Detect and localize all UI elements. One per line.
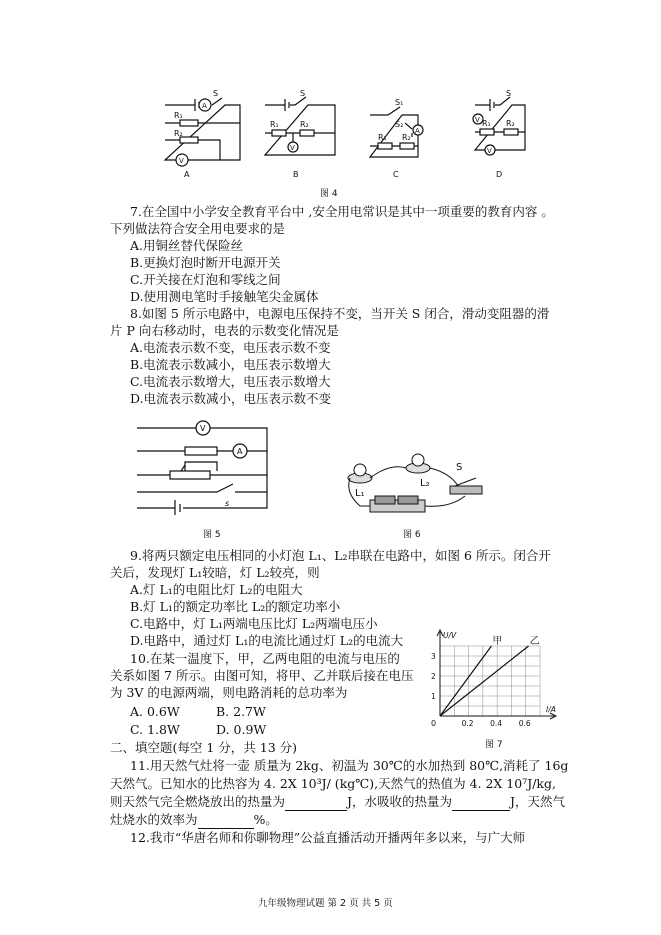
svg-text:s: s xyxy=(225,499,230,508)
chart-labels xyxy=(431,631,556,728)
svg-text:A: A xyxy=(237,447,243,456)
figure-6-caption: 图 6 xyxy=(403,530,421,540)
svg-text:A: A xyxy=(415,127,420,135)
q9-option-c: C.电路中，灯 L₁两端电压比灯 L₂两端电压小 xyxy=(130,616,378,631)
q9-stem-2: 关后，发现灯 L₁较暗，灯 L₂较亮，则 xyxy=(110,565,320,580)
q8-option-a: A.电流表示数不变，电压表示数不变 xyxy=(130,340,331,355)
circuit-a xyxy=(165,89,240,179)
svg-text:V: V xyxy=(475,116,480,124)
chart-grid xyxy=(440,646,540,716)
figure-6 xyxy=(340,448,490,523)
q10-option-a: A. 0.6W xyxy=(130,704,180,719)
q11-text-4a: 灶烧水的效率为 xyxy=(110,812,198,827)
q10-option-b: B. 2.7W xyxy=(216,704,266,719)
svg-text:B: B xyxy=(293,170,299,179)
figure-7-chart xyxy=(420,628,570,728)
circuit-c xyxy=(370,98,423,179)
y-tick-label: 2 xyxy=(431,672,436,681)
series-label-1: 甲 xyxy=(492,636,503,647)
q11-text-3a: 则天然气完全燃烧放出的热量为 xyxy=(110,794,286,809)
q10-option-c: C. 1.8W xyxy=(130,722,180,737)
q8-option-c: C.电流表示数增大，电压表示数增大 xyxy=(130,374,331,389)
q8-option-d: D.电流表示数减小，电压表示数不变 xyxy=(130,391,332,406)
q7-option-b: B.更换灯泡时断开电源开关 xyxy=(130,255,281,270)
svg-text:S: S xyxy=(213,89,219,98)
q7-option-d: D.使用测电笔时手接触笔尖金属体 xyxy=(130,289,319,304)
svg-text:L₂: L₂ xyxy=(420,478,430,489)
svg-text:S: S xyxy=(456,462,463,473)
answer-blank-efficiency[interactable] xyxy=(198,811,254,829)
q11-line-3 xyxy=(110,793,565,811)
y-tick-label: 3 xyxy=(431,652,436,661)
svg-text:V: V xyxy=(290,144,295,152)
x-tick-label: 0.6 xyxy=(518,719,531,728)
q9-option-b: B.灯 L₁的额定功率比 L₂的额定功率小 xyxy=(130,599,341,614)
series-label-2: 乙 xyxy=(529,636,540,647)
q10-option-d: D. 0.9W xyxy=(216,722,267,737)
q8-stem-2: 片 P 向右移动时，电表的示数变化情况是 xyxy=(110,323,339,338)
svg-text:R₂: R₂ xyxy=(174,129,183,138)
figure-5 xyxy=(125,420,275,515)
svg-text:V: V xyxy=(179,157,184,165)
q7-option-a: A.用铜丝替代保险丝 xyxy=(130,238,244,253)
section-2-title: 二、填空题(每空 1 分，共 13 分) xyxy=(110,740,298,755)
svg-text:S: S xyxy=(300,89,306,98)
page-footer: 九年级物理试题 第 2 页 共 5 页 xyxy=(258,898,393,909)
figure-7-caption: 图 7 xyxy=(485,740,503,750)
q7-stem-2: 下列做法符合安全用电要求的是 xyxy=(110,221,286,236)
figure-4 xyxy=(150,85,530,180)
svg-text:A: A xyxy=(202,102,207,110)
svg-text:L₁: L₁ xyxy=(355,488,365,499)
circuit-b xyxy=(265,89,335,179)
answer-blank-heat-released[interactable] xyxy=(285,793,347,811)
q10-stem-1: 10.在某一温度下，甲，乙两电阻的电流与电压的 xyxy=(130,651,400,666)
svg-text:D: D xyxy=(496,170,503,179)
origin-label: 0 xyxy=(431,719,437,728)
q8-option-b: B.电流表示数减小，电压表示数增大 xyxy=(130,357,331,372)
svg-text:R₂: R₂ xyxy=(402,133,411,142)
q11-text-3b: J，水吸收的热量为 xyxy=(347,794,453,809)
q10-stem-3: 为 3V 的电源两端，则电路消耗的总功率为 xyxy=(110,685,348,700)
svg-text:A: A xyxy=(184,170,190,179)
q11-line-4 xyxy=(110,811,278,829)
x-axis-label: I/A xyxy=(546,705,556,714)
q11-text-4b: %。 xyxy=(253,812,278,827)
svg-text:R₁: R₁ xyxy=(482,119,491,128)
figure-5-caption: 图 5 xyxy=(203,530,221,540)
q9-option-d: D.电路中，通过灯 L₁的电流比通过灯 L₂的电流大 xyxy=(130,633,404,648)
q10-stem-2: 关系如图 7 所示。由图可知，将甲、乙并联后接在电压 xyxy=(110,668,414,683)
circuit-d xyxy=(473,89,525,179)
svg-text:S₂: S₂ xyxy=(395,120,404,129)
y-tick-label: 1 xyxy=(431,692,436,701)
q11-text-3c: J，天然气 xyxy=(510,794,566,809)
svg-text:C: C xyxy=(393,170,399,179)
svg-text:R₁: R₁ xyxy=(378,133,387,142)
q7-option-c: C.开关接在灯泡和零线之间 xyxy=(130,272,281,287)
x-tick-label: 0.2 xyxy=(461,719,474,728)
svg-text:V: V xyxy=(200,424,206,433)
svg-text:R₂: R₂ xyxy=(300,120,309,129)
q12-line-1: 12.我市“华唐名师和你聊物理”公益直播活动开播两年多以来，与广大师 xyxy=(130,830,526,845)
svg-text:S₁: S₁ xyxy=(395,98,404,107)
svg-text:R₁: R₁ xyxy=(174,111,183,120)
q8-stem-1: 8.如图 5 所示电路中，电源电压保持不变，当开关 S 闭合，滑动变阻器的滑 xyxy=(130,306,550,321)
svg-text:S: S xyxy=(506,89,512,98)
y-axis-label: U/V xyxy=(443,631,457,640)
chart-series xyxy=(440,646,529,716)
answer-blank-heat-absorbed[interactable] xyxy=(452,793,510,811)
q7-stem-1: 7.在全国中小学安全教育平台中 ,安全用电常识是其中一项重要的教育内容 。 xyxy=(130,204,554,219)
q11-line-2: 天然气。已知水的比热容为 4. 2X 10³J/ (kg℃),天然气的热值为 4. 2X 10⁷J/kg, xyxy=(110,776,556,791)
q11-line-1: 11.用天然气灶将一壶 质量为 2kg、初温为 30℃的水加热到 80℃,消耗了 16g xyxy=(130,758,569,773)
q9-stem-1: 9.将两只额定电压相同的小灯泡 L₁、L₂串联在电路中，如图 6 所示。闭合开 xyxy=(130,548,551,563)
svg-text:V: V xyxy=(487,147,492,155)
svg-text:R₂: R₂ xyxy=(506,119,515,128)
x-tick-label: 0.4 xyxy=(490,719,503,728)
figure-4-caption: 图 4 xyxy=(320,189,338,199)
svg-text:R₁: R₁ xyxy=(270,120,279,129)
q9-option-a: A.灯 L₁的电阻比灯 L₂的电阻大 xyxy=(130,582,303,597)
